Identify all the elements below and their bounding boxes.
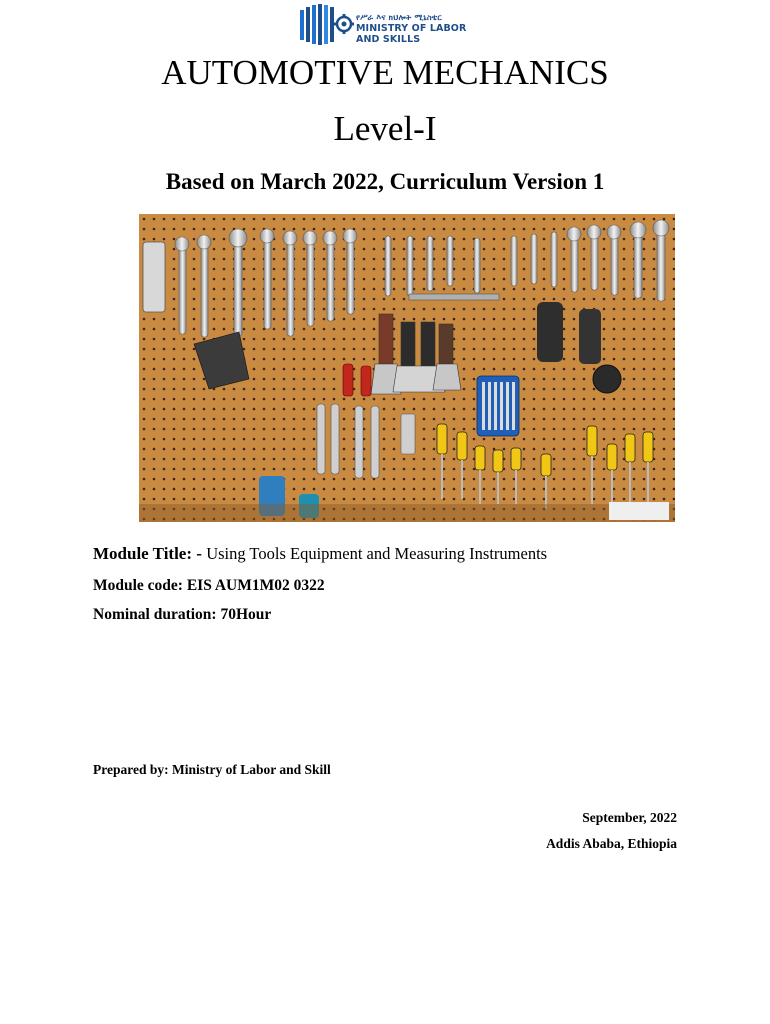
module-title-value: Using Tools Equipment and Measuring Instruments (206, 544, 548, 563)
ministry-logo-text (356, 12, 466, 45)
logo-line-2: AND SKILLS (356, 34, 421, 45)
module-title-label: Module Title: - (93, 544, 202, 563)
publication-place: Addis Ababa, Ethiopia (546, 836, 677, 851)
module-title-line (93, 544, 547, 564)
module-code: Module code: EIS AUM1M02 0322 (93, 577, 325, 594)
document-subtitle: Based on March 2022, Curriculum Version 1 (165, 169, 605, 194)
nominal-duration: Nominal duration: 70Hour (93, 606, 272, 623)
tools-pegboard-image (139, 214, 675, 522)
logo-line-1: MINISTRY OF LABOR (356, 23, 467, 34)
document-title: AUTOMOTIVE MECHANICS (161, 53, 609, 92)
publication-date: September, 2022 (582, 810, 677, 825)
document-level: Level-I (333, 109, 437, 148)
prepared-by: Prepared by: Ministry of Labor and Skill (93, 762, 331, 777)
ministry-logo (298, 2, 478, 46)
ministry-logo-mark (298, 2, 354, 46)
logo-amharic-text: የሥራ እና ክህሎት ሚኒስቴር (356, 13, 442, 22)
